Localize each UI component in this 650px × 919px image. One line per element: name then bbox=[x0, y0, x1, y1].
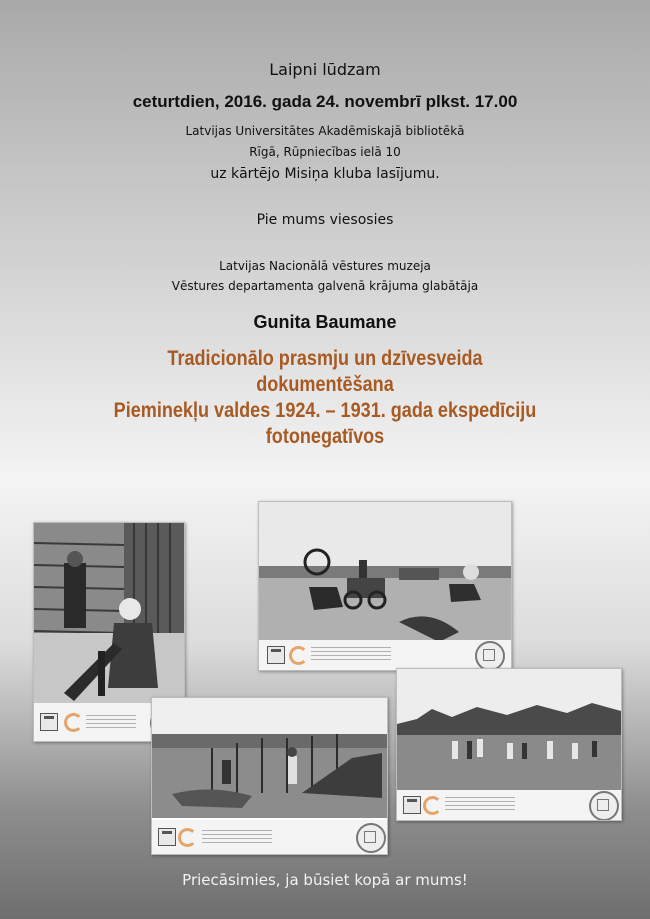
guest-affiliation-role: Vēstures departamenta galvenā krājuma glabātāja bbox=[171, 279, 479, 293]
event-description: uz kārtējo Misiņa kluba lasījumu. bbox=[210, 166, 440, 182]
lecture-title-line-4: fotonegatīvos bbox=[265, 425, 385, 448]
photo-horse-carts-caption-plate bbox=[259, 640, 511, 670]
unesco-logo-icon bbox=[267, 646, 285, 664]
archive-photo-hay-racks bbox=[151, 697, 388, 855]
lecture-title-line-3: Pieminekļu valdes 1924. – 1931. gada ekspedīciju bbox=[113, 399, 537, 422]
unesco-logo-icon bbox=[158, 828, 176, 846]
lecture-title-line-1: Tradicionālo prasmju un dzīvesveida bbox=[167, 347, 483, 370]
museum-seal-icon bbox=[475, 641, 505, 671]
greeting: Laipni lūdzam bbox=[269, 60, 381, 79]
photo-meadow-raking-caption-plate bbox=[397, 790, 621, 820]
heritage-logo-icon bbox=[423, 796, 442, 815]
unesco-logo-icon bbox=[403, 796, 421, 814]
archive-photo-meadow-raking bbox=[396, 668, 622, 821]
unesco-logo-icon bbox=[40, 713, 58, 731]
venue-name: Latvijas Universitātes Akadēmiskajā bibliotēkā bbox=[185, 124, 465, 138]
plate-caption-lines bbox=[86, 715, 136, 731]
museum-seal-icon bbox=[589, 791, 619, 821]
guest-intro: Pie mums viesosies bbox=[256, 212, 394, 228]
heritage-logo-icon bbox=[289, 646, 308, 665]
guest-affiliation-museum: Latvijas Nacionālā vēstures muzeja bbox=[219, 259, 431, 273]
venue-address: Rīgā, Rūpniecības ielā 10 bbox=[249, 145, 401, 159]
lecture-title bbox=[46, 346, 605, 450]
lecture-title-line-2: dokumentēšana bbox=[256, 373, 394, 396]
photo-hay-racks-caption-plate bbox=[152, 820, 387, 854]
museum-seal-icon bbox=[356, 823, 386, 853]
plate-caption-lines bbox=[202, 830, 272, 846]
plate-caption-lines bbox=[311, 647, 391, 663]
speaker-name: Gunita Baumane bbox=[253, 312, 397, 332]
event-datetime: ceturtdien, 2016. gada 24. novembrī plkst. 17.00 bbox=[132, 92, 518, 111]
plate-caption-lines bbox=[445, 797, 515, 813]
archive-photo-horse-carts bbox=[258, 501, 512, 671]
closing-message: Priecāsimies, ja būsiet kopā ar mums! bbox=[182, 871, 468, 889]
heritage-logo-icon bbox=[178, 828, 197, 847]
heritage-logo-icon bbox=[64, 713, 83, 732]
